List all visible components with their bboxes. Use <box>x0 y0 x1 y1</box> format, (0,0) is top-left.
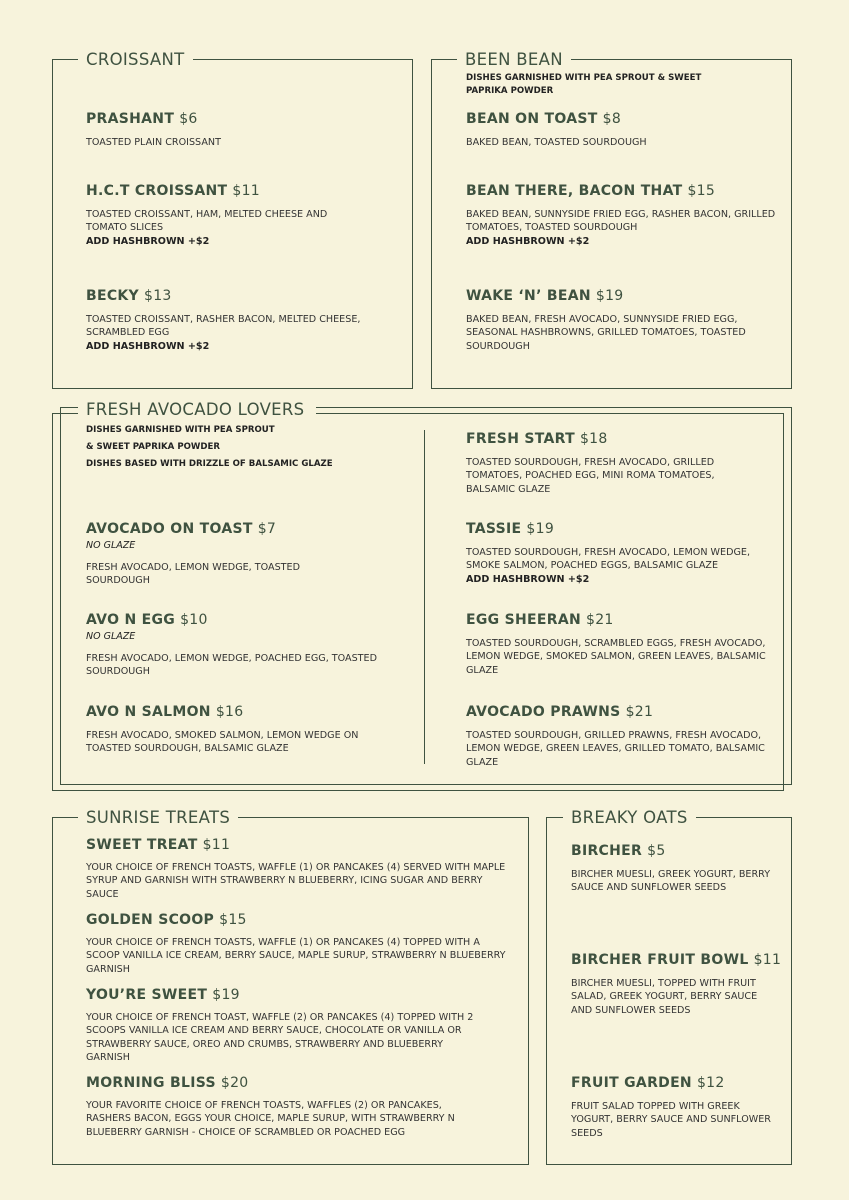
item-price: $19 <box>526 521 555 537</box>
been-bean-subtitle: DISHES GARNISHED WITH PEA SPROUT & SWEET PAPRIKA POWDER <box>466 73 702 96</box>
menu-item-sweet-treat <box>86 836 506 901</box>
item-price: $20 <box>220 1075 249 1091</box>
item-price: $6 <box>179 111 198 127</box>
menu-item-bean-on-toast <box>466 110 776 149</box>
avocado-subtitle-1: DISHES GARNISHED WITH PEA SPROUT <box>86 425 275 435</box>
item-price: $19 <box>212 987 240 1003</box>
item-name: BEAN ON TOAST $8 <box>466 111 622 127</box>
item-description: YOUR CHOICE OF FRENCH TOASTS, WAFFLE (1) OR PANCAKES (4) TOPPED WITH A SCOOP VANILLA ICE CREAM, BERRY SAUCE, MAPLE SURUP, STRAWBERRY N BLUEBERRY GARNISH <box>86 937 506 975</box>
item-price: $19 <box>595 288 624 304</box>
item-description: YOUR CHOICE OF FRENCH TOAST, WAFFLE (2) OR PANCAKES (4) TOPPED WITH 2 SCOOPS VANILLA ICE CREAM AND BERRY SAUCE, CHOCOLATE OR VANILLA OR STRAWBERRY SAUCE, OREO AND CRUMBS, STRAWBERRY AND BLUEBERRY GARNISH <box>86 1012 474 1064</box>
item-price: $11 <box>232 183 260 199</box>
avocado-title: FRESH AVOCADO LOVERS <box>78 400 316 420</box>
item-description: TOASTED SOURDOUGH, FRESH AVOCADO, LEMON WEDGE, SMOKE SALMON, POACHED EGGS, BALSAMIC GLAZE <box>466 547 751 572</box>
item-name: AVO N SALMON $16 <box>86 704 244 720</box>
menu-item-becky <box>86 287 396 353</box>
avocado-subtitle-2: & SWEET PAPRIKA POWDER <box>86 442 221 452</box>
item-addon: ADD HASHBROWN +$2 <box>466 235 590 247</box>
menu-item-avo-n-salmon <box>86 703 386 756</box>
menu-item-golden-scoop <box>86 911 506 976</box>
item-price: $13 <box>144 288 172 304</box>
item-description: TOASTED SOURDOUGH, SCRAMBLED EGGS, FRESH AVOCADO, LEMON WEDGE, SMOKED SALMON, GREEN LEAVES, BALSAMIC GLAZE <box>466 638 766 676</box>
item-name: PRASHANT $6 <box>86 111 198 127</box>
item-price: $15 <box>687 183 716 199</box>
item-name: EGG SHEERAN $21 <box>466 612 614 628</box>
item-description: BAKED BEAN, FRESH AVOCADO, SUNNYSIDE FRIED EGG, SEASONAL HASHBROWNS, GRILLED TOMATOES, TOASTED SOURDOUGH <box>466 314 746 352</box>
item-description: BAKED BEAN, TOASTED SOURDOUGH <box>466 137 647 148</box>
item-addon: ADD HASHBROWN +$2 <box>86 235 210 247</box>
item-description: FRESH AVOCADO, LEMON WEDGE, TOASTED SOURDOUGH <box>86 562 300 587</box>
item-name: BIRCHER $5 <box>571 843 666 859</box>
item-name: AVOCADO ON TOAST $7 <box>86 521 277 537</box>
item-name: BEAN THERE, BACON THAT $15 <box>466 183 716 199</box>
menu-item-bircher-fruit-bowl <box>571 951 781 1017</box>
item-description: YOUR FAVORITE CHOICE OF FRENCH TOASTS, WAFFLES (2) OR PANCAKES, RASHERS BACON, EGGS YOUR CHOICE, MAPLE SURUP, WITH STRAWBERRY N BLUEBERRY GARNISH - CHOICE OF SCRAMBLED OR POACHED EGG <box>86 1100 455 1138</box>
avocado-subtitle-3: DISHES BASED WITH DRIZZLE OF BALSAMIC GLAZE <box>86 459 333 469</box>
menu-item-youre-sweet <box>86 986 486 1065</box>
item-description: BAKED BEAN, SUNNYSIDE FRIED EGG, RASHER BACON, GRILLED TOMATOES, TOASTED SOURDOUGH <box>466 209 776 234</box>
menu-item-bircher <box>571 842 781 895</box>
item-description: FRUIT SALAD TOPPED WITH GREEK YOGURT, BERRY SAUCE AND SUNFLOWER SEEDS <box>571 1101 771 1139</box>
item-name: YOU’RE SWEET $19 <box>86 987 240 1003</box>
item-name: AVOCADO PRAWNS $21 <box>466 704 654 720</box>
item-note: NO GLAZE <box>86 540 136 551</box>
item-price: $12 <box>696 1075 725 1091</box>
item-name: MORNING BLISS $20 <box>86 1075 249 1091</box>
item-name: H.C.T CROISSANT $11 <box>86 183 260 199</box>
item-description: BIRCHER MUESLI, GREEK YOGURT, BERRY SAUCE AND SUNFLOWER SEEDS <box>571 869 771 894</box>
item-description: BIRCHER MUESLI, TOPPED WITH FRUIT SALAD, GREEK YOGURT, BERRY SAUCE AND SUNFLOWER SEEDS <box>571 978 758 1016</box>
item-addon: ADD HASHBROWN +$2 <box>86 340 210 352</box>
item-description: FRESH AVOCADO, LEMON WEDGE, POACHED EGG, TOASTED SOURDOUGH <box>86 653 377 678</box>
menu-item-fruit-garden <box>571 1074 771 1140</box>
item-note: NO GLAZE <box>86 631 136 642</box>
menu-item-wake-n-bean <box>466 287 766 353</box>
item-price: $18 <box>579 431 608 447</box>
item-name: BECKY $13 <box>86 288 172 304</box>
menu-item-tassie <box>466 520 776 586</box>
item-name: FRUIT GARDEN $12 <box>571 1075 725 1091</box>
item-name: AVO N EGG $10 <box>86 612 208 628</box>
item-description: TOASTED CROISSANT, HAM, MELTED CHEESE AND TOMATO SLICES <box>86 209 328 234</box>
been-bean-title: BEEN BEAN <box>457 50 571 70</box>
item-description: TOASTED PLAIN CROISSANT <box>86 137 221 148</box>
item-price: $11 <box>202 837 231 853</box>
menu-item-fresh-start <box>466 430 766 496</box>
item-price: $15 <box>219 912 247 928</box>
menu-item-hct-croissant <box>86 182 336 248</box>
item-name: SWEET TREAT $11 <box>86 837 231 853</box>
avocado-column-divider <box>424 430 425 764</box>
menu-item-avocado-prawns <box>466 703 766 769</box>
item-price: $8 <box>602 111 622 127</box>
menu-item-morning-bliss <box>86 1074 486 1139</box>
menu-item-avocado-on-toast <box>86 520 326 588</box>
menu-item-bean-there-bacon-that <box>466 182 776 248</box>
item-description: TOASTED SOURDOUGH, GRILLED PRAWNS, FRESH AVOCADO, LEMON WEDGE, GREEN LEAVES, GRILLED TOMATO, BALSAMIC GLAZE <box>466 730 765 768</box>
item-price: $10 <box>180 612 208 628</box>
item-name: WAKE ‘N’ BEAN $19 <box>466 288 624 304</box>
item-name: BIRCHER FRUIT BOWL $11 <box>571 952 782 968</box>
sunrise-title: SUNRISE TREATS <box>78 808 238 828</box>
item-price: $11 <box>753 952 782 968</box>
menu-item-prashant <box>86 110 396 149</box>
item-price: $5 <box>647 843 666 859</box>
item-name: TASSIE $19 <box>466 521 555 537</box>
item-name: FRESH START $18 <box>466 431 608 447</box>
item-description: TOASTED CROISSANT, RASHER BACON, MELTED CHEESE, SCRAMBLED EGG <box>86 314 361 339</box>
item-description: TOASTED SOURDOUGH, FRESH AVOCADO, GRILLED TOMATOES, POACHED EGG, MINI ROMA TOMATOES, BALSAMIC GLAZE <box>466 457 715 495</box>
croissant-title: CROISSANT <box>78 50 193 70</box>
item-description: YOUR CHOICE OF FRENCH TOASTS, WAFFLE (1) OR PANCAKES (4) SERVED WITH MAPLE SYRUP AND GARNISH WITH STRAWBERRY N BLUEBERRY, ICING SUGAR AND BERRY SAUCE <box>86 862 506 900</box>
item-price: $16 <box>215 704 244 720</box>
item-description: FRESH AVOCADO, SMOKED SALMON, LEMON WEDGE ON TOASTED SOURDOUGH, BALSAMIC GLAZE <box>86 730 359 755</box>
item-addon: ADD HASHBROWN +$2 <box>466 573 590 585</box>
oats-title: BREAKY OATS <box>563 808 696 828</box>
item-price: $21 <box>625 704 654 720</box>
menu-item-egg-sheeran <box>466 611 766 677</box>
item-price: $7 <box>257 521 277 537</box>
item-name: GOLDEN SCOOP $15 <box>86 912 247 928</box>
item-price: $21 <box>585 612 614 628</box>
menu-item-avo-n-egg <box>86 611 386 679</box>
